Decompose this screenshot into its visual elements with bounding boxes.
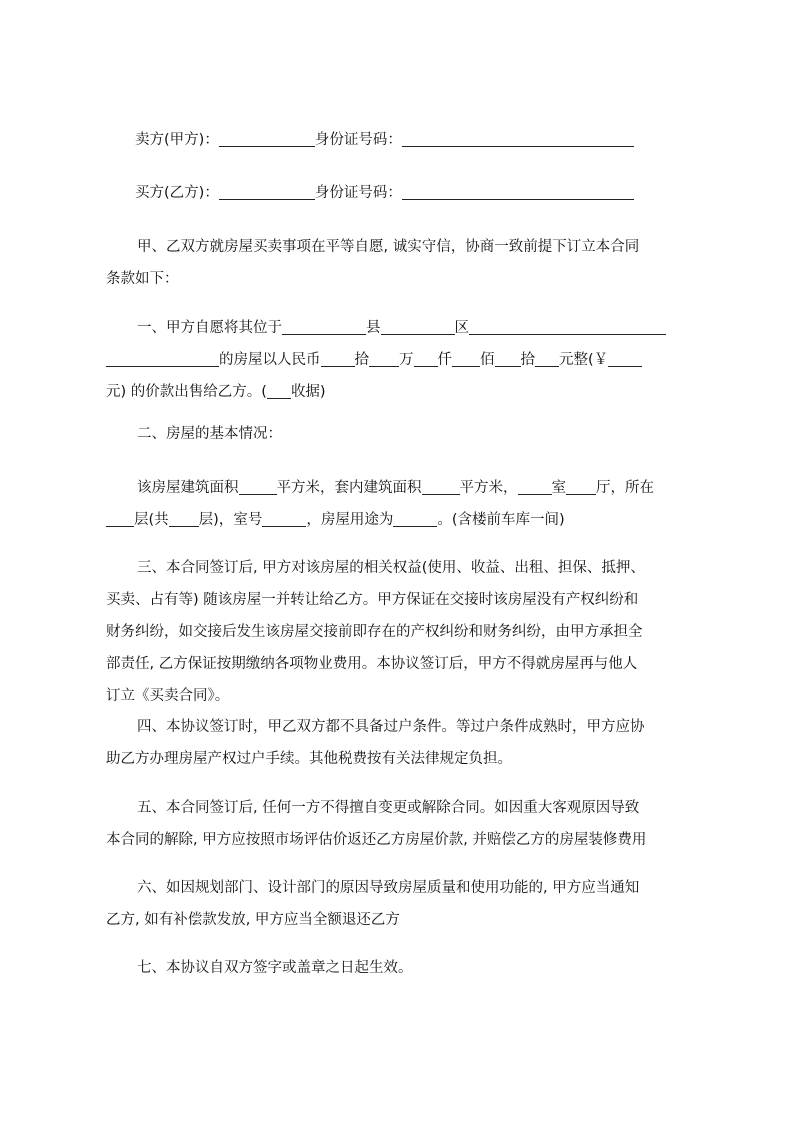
seller-label: 卖方(甲方)： [135,132,219,148]
clause1-county-blank [381,317,455,335]
clause5-line-2: 本合同的解除, 甲方应按照市场评估价返还乙方房屋价款, 并赔偿乙方的房屋装修费用 [106,832,647,848]
clause2-rooms-blank [518,477,552,495]
clause2-room-number-blank [262,509,306,527]
buyer-id-blank [402,182,634,200]
clause1-text-c: 区 [454,320,469,336]
clause1-amount-blank-5 [495,349,521,367]
clause7-line-1: 七、本协议自双方签字或盖章之日起生效。 [137,960,413,976]
clause2-text-i: 。(含楼前车库一间) [437,512,565,528]
clause4-line-1: 四、本协议签订时，甲乙双方都不具备过户条件。等过户条件成熟时，甲方应协 [137,719,645,735]
clause-3 [106,552,704,712]
intro-paragraph [106,231,704,295]
clause1-amount-blank-6 [535,349,559,367]
clause1-text-b: 县 [366,320,381,336]
buyer-id-label: 身份证号码： [314,185,402,201]
clause4-line-2: 助乙方办理房屋产权过户手续。其他税费按有关法律规定负担。 [106,751,512,767]
clause2-text-e: 厅，所在 [596,480,654,496]
clause2-text-b: 平方米，套内建筑面积 [276,480,422,496]
clause2-usage-blank [393,509,437,527]
clause3-line-3: 财务纠纷，如交接后发生该房屋交接前即存在的产权纠纷和财务纠纷，由甲方承担全 [106,624,643,640]
intro-line-1: 甲、乙双方就房屋买卖事项在平等自愿, 诚实守信，协商一致前提下订立本合同 [137,239,640,255]
buyer-line [106,177,733,209]
clause1-address-blank [106,349,219,367]
clause-2-title [106,418,704,450]
seller-id-blank [402,129,634,147]
clause2-floor-blank [106,509,134,527]
clause-6 [106,872,704,936]
clause1-text-f: 万 [399,352,414,368]
intro-line-2: 条款如下： [106,271,179,287]
seller-line [106,124,733,156]
seller-id-label: 身份证号码： [314,132,402,148]
clause1-text-l: 收据) [290,384,326,400]
clause-1 [106,312,704,408]
clause6-line-1: 六、如因规划部门、设计部门的原因导致房屋质量和使用功能的, 甲方应当通知 [137,880,640,896]
clause1-amount-blank-1 [321,349,355,367]
clause-2-body [106,472,704,536]
buyer-label: 买方(乙方)： [135,185,219,201]
clause1-text-a: 一、甲方自愿将其位于 [137,320,282,336]
clause1-amount-blank-4 [452,349,480,367]
clause2-text-d: 室 [551,480,566,496]
clause1-text-h: 佰 [480,352,495,368]
clause1-district-blank [469,317,666,335]
clause1-receipt-blank [267,381,291,399]
clause1-text-i: 拾 [520,352,535,368]
buyer-name-blank [219,182,315,200]
clause2-text-a: 该房屋建筑面积 [137,480,239,496]
clause3-line-2: 买卖、占有等) 随该房屋一并转让给乙方。甲方保证在交接时该房屋没有产权纠纷和 [106,592,639,608]
clause-4 [106,711,704,775]
clause2-text-f: 层(共 [134,512,169,528]
clause3-line-5: 订立《买卖合同》。 [106,688,230,704]
seller-name-blank [219,129,315,147]
clause1-text-j: 元整(￥ [559,352,609,368]
clause2-title: 二、房屋的基本情况： [137,426,282,442]
clause1-amount-blank-3 [414,349,438,367]
clause3-line-4: 部责任, 乙方保证按期缴纳各项物业费用。本协议签订后，甲方不得就房屋再与他人 [106,656,638,672]
clause-7 [106,952,704,984]
clause1-text-g: 仟 [437,352,452,368]
clause1-location-blank [282,317,366,335]
clause2-inner-area-blank [422,477,460,495]
clause3-line-1: 三、本合同签订后, 甲方对该房屋的相关权益(使用、收益、出租、担保、抵押、 [137,560,645,576]
clause1-text-e: 拾 [354,352,369,368]
clause2-text-g: 层)，室号 [198,512,263,528]
clause1-amount-blank-2 [369,349,399,367]
clause2-halls-blank [566,477,596,495]
clause1-text-k: 元) 的价款出售给乙方。( [106,384,267,400]
clause1-text-d: 的房屋以人民币 [219,352,321,368]
clause-5 [106,792,704,856]
clause2-total-floors-blank [169,509,199,527]
clause2-area-blank [239,477,277,495]
clause2-text-c: 平方米， [459,480,518,496]
clause5-line-1: 五、本合同签订后, 任何一方不得擅自变更或解除合同。如因重大客观原因导致 [137,800,640,816]
clause2-text-h: ，房屋用途为 [306,512,394,528]
clause1-amount-figures-blank [608,349,642,367]
clause6-line-2: 乙方, 如有补偿款发放, 甲方应当全额退还乙方 [106,912,400,928]
